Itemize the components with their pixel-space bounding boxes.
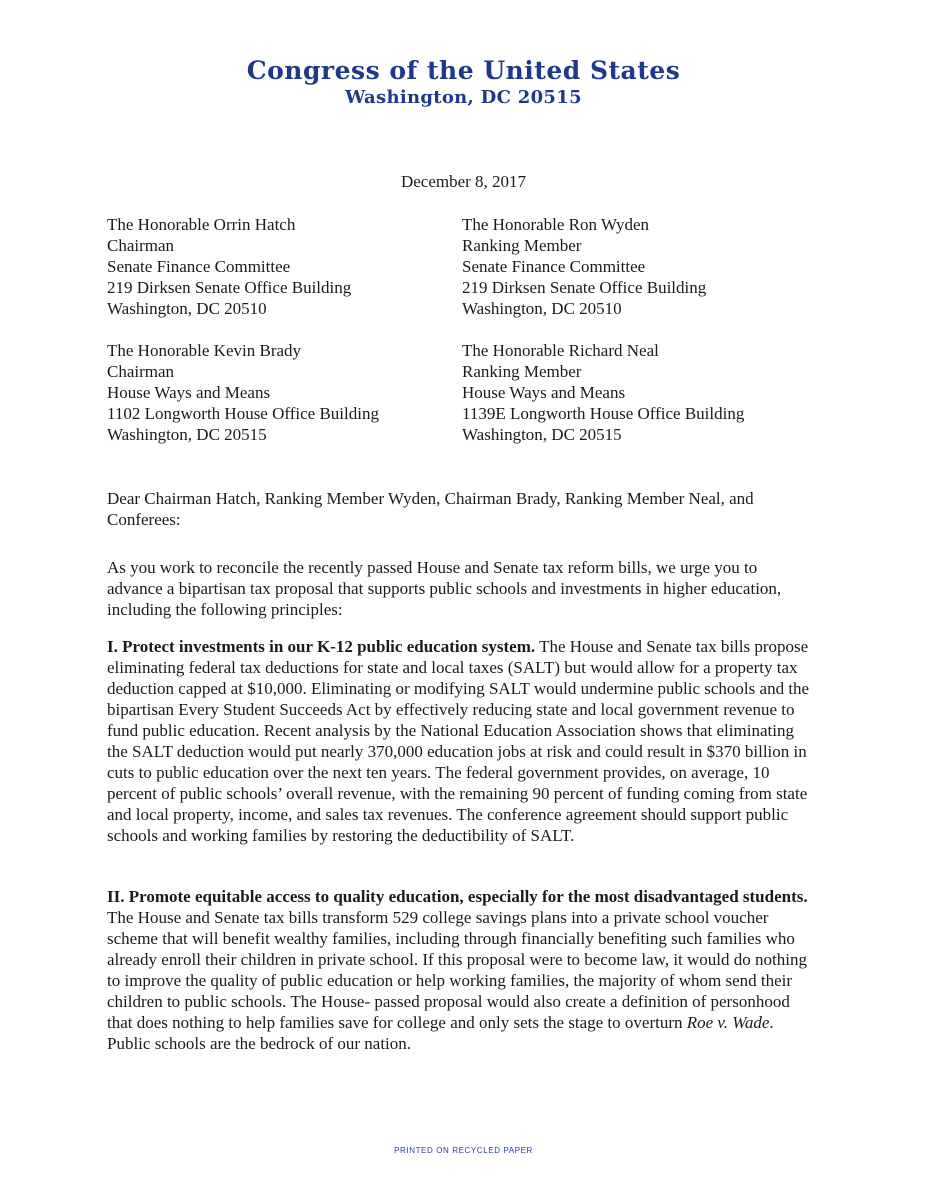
recipient-role: Ranking Member xyxy=(462,362,582,381)
recipient-address xyxy=(107,214,351,319)
principle-paragraph xyxy=(107,886,817,1054)
principle-heading: I. Protect investments in our K-12 public education system. xyxy=(107,637,536,656)
recipient-name: The Honorable Richard Neal xyxy=(462,341,659,360)
recipient-office: 219 Dirksen Senate Office Building xyxy=(107,278,352,297)
letterhead xyxy=(0,56,927,108)
recipient-name: The Honorable Orrin Hatch xyxy=(107,215,296,234)
principle-body: The House and Senate tax bills transform 529 college savings plans into a private school voucher scheme that will benefit wealthy families, including through financially benefiting such families who already enroll their children in private school. If this proposal were to become law, it would do nothing to improve the quality of public education or help working families, the majority of whom send their children to public schools. The House- passed proposal would also create a definition of personhood that does nothing to help families save for college and only sets the stage to overturn xyxy=(107,908,807,1032)
recipient-office: 219 Dirksen Senate Office Building xyxy=(462,278,707,297)
letter-date: December 8, 2017 xyxy=(400,172,527,191)
case-name: Roe v. Wade xyxy=(686,1013,770,1032)
recipient-address xyxy=(107,340,379,445)
recipient-name: The Honorable Ron Wyden xyxy=(462,215,650,234)
letterhead-title: Congress of the United States xyxy=(246,56,681,85)
principle-text xyxy=(107,636,817,846)
recipient-city: Washington, DC 20510 xyxy=(462,299,622,318)
recipient-role: Chairman xyxy=(107,362,175,381)
recipient-role: Chairman xyxy=(107,236,175,255)
recipient-city: Washington, DC 20510 xyxy=(107,299,267,318)
recipient-committee: Senate Finance Committee xyxy=(107,257,291,276)
recipient-committee: House Ways and Means xyxy=(462,383,626,402)
recipient-city: Washington, DC 20515 xyxy=(107,425,267,444)
recipient-name: The Honorable Kevin Brady xyxy=(107,341,302,360)
principle-heading: II. Promote equitable access to quality education, especially for the most disadvantaged students. xyxy=(107,887,808,906)
letterhead-subtitle: Washington, DC 20515 xyxy=(345,87,582,108)
principle-paragraph xyxy=(107,636,817,846)
recipient-office: 1139E Longworth House Office Building xyxy=(462,404,745,423)
recipient-city: Washington, DC 20515 xyxy=(462,425,622,444)
intro-text: As you work to reconcile the recently passed House and Senate tax reform bills, we urge you to advance a bipartisan tax proposal that supports public schools and investments in higher education, including the following principles: xyxy=(107,558,782,619)
salutation xyxy=(107,488,817,530)
recipient-office: 1102 Longworth House Office Building xyxy=(107,404,379,423)
recipient-committee: Senate Finance Committee xyxy=(462,257,646,276)
recipient-address xyxy=(462,340,744,445)
recipient-committee: House Ways and Means xyxy=(107,383,271,402)
principle-text xyxy=(107,886,817,1054)
principle-body: The House and Senate tax bills propose eliminating federal tax deductions for state and local taxes (SALT) but would allow for a property tax deduction capped at $10,000. Eliminating or modifying SALT would undermine public schools and the bipartisan Every Student Succeeds Act by effectively reducing state and local government revenue to fund public education. Recent analysis by the National Education Association shows that eliminating the SALT deduction would put nearly 370,000 education jobs at risk and could result in $370 billion in cuts to public education over the next ten years. The federal government provides, on average, 10 percent of public schools’ overall revenue, with the remaining 90 percent of funding coming from state and local property, income, and sales tax revenues. The conference agreement should support public schools and working families by restoring the deductibility of SALT. xyxy=(107,637,810,845)
intro-paragraph xyxy=(107,557,817,620)
recipient-address xyxy=(462,214,706,319)
footer-note: PRINTED ON RECYCLED PAPER xyxy=(394,1146,533,1155)
recipient-role: Ranking Member xyxy=(462,236,582,255)
principle-body-end: . Public schools are the bedrock of our nation. xyxy=(107,1013,774,1053)
salutation-text: Dear Chairman Hatch, Ranking Member Wyden, Chairman Brady, Ranking Member Neal, and Conferees: xyxy=(107,489,754,529)
